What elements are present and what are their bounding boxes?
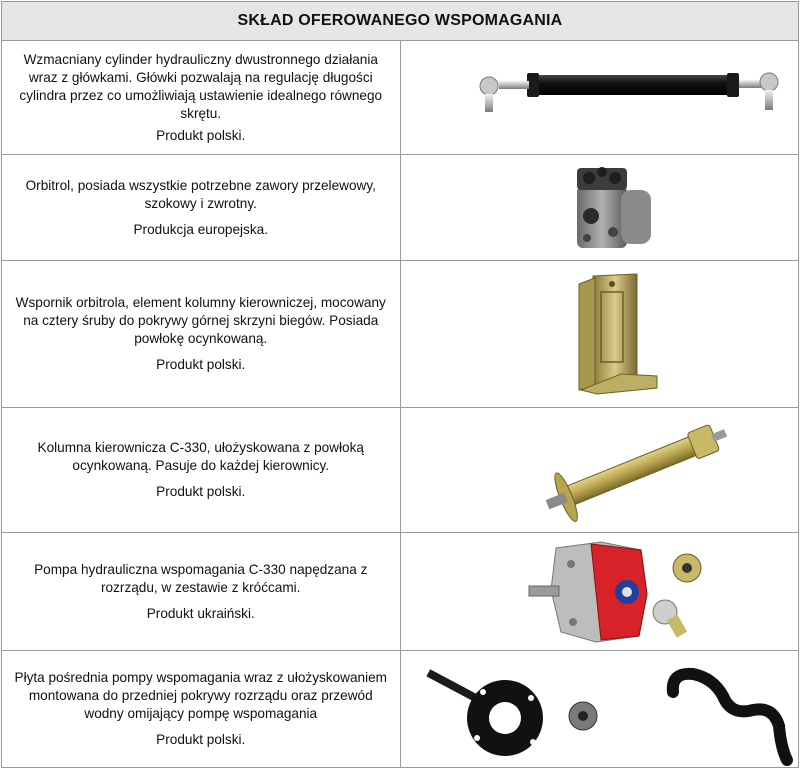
row-description-cell — [2, 408, 401, 533]
row-image-cell — [400, 533, 799, 651]
orbitrol-image — [401, 156, 800, 260]
hydraulic-pump-image — [401, 534, 800, 650]
row-image-cell — [400, 261, 799, 408]
row-origin: Produkt polski. — [8, 483, 394, 501]
table-row — [2, 155, 799, 261]
row-description: Płyta pośrednia pompy wspomagania wraz z ułożyskowaniem montowana do przedniej pokrywy rozrządu oraz przewód wodny omijający pompę wspomagania — [8, 669, 394, 723]
row-image-cell — [400, 408, 799, 533]
row-origin: Produkt polski. — [8, 127, 394, 145]
row-description: Pompa hydrauliczna wspomagania C-330 napędzana z rozrządu, w zestawie z króćcami. — [8, 561, 394, 597]
row-image-cell — [400, 651, 799, 768]
offer-table — [1, 1, 799, 768]
orbitrol-bracket-image — [401, 262, 800, 407]
table-row — [2, 533, 799, 651]
table-row — [2, 651, 799, 768]
intermediate-plate-image — [401, 652, 800, 767]
table-row — [2, 41, 799, 155]
table-row — [2, 261, 799, 408]
row-description-cell — [2, 651, 401, 768]
table-row — [2, 408, 799, 533]
row-origin: Produkt polski. — [8, 731, 394, 749]
row-description: Wzmacniany cylinder hydrauliczny dwustronnego działania wraz z główkami. Główki pozwalają na regulację długości cylindra przez co umożliwiają ustawienie idealnego równego skrętu. — [8, 51, 394, 123]
row-description-cell — [2, 41, 401, 155]
steering-column-image — [401, 409, 800, 532]
row-description: Wspornik orbitrola, element kolumny kierowniczej, mocowany na cztery śruby do pokrywy górnej skrzyni biegów. Posiada powłokę ocynkowaną. — [8, 294, 394, 348]
row-image-cell — [400, 41, 799, 155]
row-description: Kolumna kierownicza C-330, ułożyskowana z powłoką ocynkowaną. Pasuje do każdej kierownicy. — [8, 439, 394, 475]
row-origin: Produkcja europejska. — [8, 221, 394, 239]
row-description-cell — [2, 261, 401, 408]
row-origin: Produkt polski. — [8, 356, 394, 374]
row-description-cell — [2, 155, 401, 261]
row-origin: Produkt ukraiński. — [8, 605, 394, 623]
row-description: Orbitrol, posiada wszystkie potrzebne zawory przelewowy, szokowy i zwrotny. — [8, 177, 394, 213]
row-description-cell — [2, 533, 401, 651]
row-image-cell — [400, 155, 799, 261]
table-title: SKŁAD OFEROWANEGO WSPOMAGANIA — [2, 2, 799, 41]
hydraulic-cylinder-image — [401, 42, 800, 154]
